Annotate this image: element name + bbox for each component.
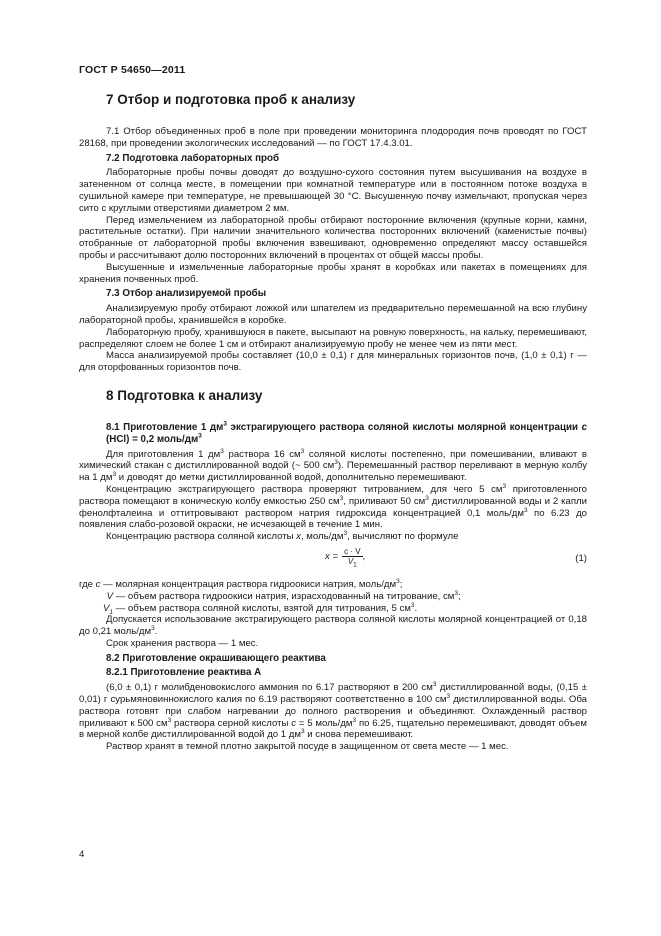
equation-number: (1) [575, 552, 587, 564]
paragraph-8-1-c: Концентрацию раствора соляной кислоты x, моль/$дм^3$, вычисляют по формуле [106, 529, 459, 543]
paragraph-7-2-c: Высушенные и измельченные лабораторные пробы хранят в коробках или пакетах в помещениях для хранения почвенных проб. [79, 261, 587, 285]
paragraph-8-2-1-a: (6,0 ± 0,1) г молибденовокислого аммония по 6.17 растворяют в 200 $см^3$ дистиллированной воды, (0,15 ± 0,01) г сурьмяновиннокислого калия по 6.19 растворяют соответственно в 100 $см^3$ дистиллированной воды. Оба раствора готовят при слабом нагревании до полного растворения и объединяют. Охлажденный раствор приливают к 500 $см^3$ раствора серной кислоты c = 5 моль/$дм^3$ по 6.25, тщательно перемешивают, доводят объем в мерной колбе дистиллированной водой до 1 $дм^3$ и снова перемешивают. [79, 681, 588, 741]
paragraph-7-2-a: Лабораторные пробы почвы доводят до воздушно-сухого состояния путем высушивания на воздухе в затененном от солнца месте, в помещении при комнатной температуре или в постоянном потоке воздуха в сушильной камере при температуре, не превышающей 30 °С. Высушенную почву измельчают, пропуская через сито с круглыми отверстиями диаметром 2 мм. [79, 167, 587, 214]
paragraph-8-1-e: Срок хранения раствора — 1 мес. [106, 637, 259, 649]
where-v: V — объем раствора гидроокиси натрия, израсходованный на титрование, $см^3$; [106, 589, 461, 602]
paragraph-7-3-c: Масса анализируемой пробы составляет (10,0 ± 0,1) г для минеральных горизонтов почв, (1,0 ± 0,1) г — для оторфованных горизонтов почв. [79, 350, 587, 374]
formula-denominator: $V_1$ [347, 556, 357, 569]
subsection-8-2-1-title: 8.2.1 Приготовление реактива А [106, 667, 262, 679]
formula-numerator: c · V [344, 546, 361, 556]
where-c: где c — молярная концентрация раствора гидроокиси натрия, моль/$дм^3$; [79, 577, 403, 590]
paragraph-7-3-a: Анализируемую пробу отбирают ложкой или шпателем из предварительно перемешанной на всю глубину лабораторной пробы, хранившейся в коробке. [79, 303, 587, 326]
formula-1 [79, 545, 587, 575]
section-7-title: 7 Отбор и подготовка проб к анализу [106, 92, 356, 107]
page-header: ГОСТ Р 54650—2011 [79, 64, 186, 76]
page-number: 4 [79, 849, 85, 860]
paragraph-7-2-b: Перед измельчением из лабораторной пробы отбирают посторонние включения (крупные корни, камни, растительные остатки). При наличии значительного количества посторонних включений (каменистые почвы) отобранные от лабораторной пробы включения взвешивают, одновременно определяют массу оставшейся пробы и рассчитывают долю посторонних включений в процентах от общей массы пробы. [79, 214, 587, 261]
subsection-8-2-title: 8.2 Приготовление окрашивающего реактива [106, 652, 326, 664]
paragraph-7-3-b: Лабораторную пробу, хранившуюся в пакете, высыпают на ровную поверхность, на кальку, перемешивают, распределяют слоем не более 1 см и отбирают анализируемую пробу не менее чем из пяти мест. [79, 326, 587, 350]
formula-expression: x = $\frac{c \cdot V}{V_1}$ , [325, 546, 366, 569]
paragraph-8-1-d: Допускается использование экстрагирующего раствора соляной кислоты молярной концентрацией от 0,18 до 0,21 моль/$дм^3$. [79, 614, 587, 638]
where-v1: $V_1$ — объем раствора соляной кислоты, взятой для титрования, 5 $см^3$. [102, 601, 418, 616]
section-8-title: 8 Подготовка к анализу [106, 387, 263, 403]
page-content [79, 92, 587, 753]
paragraph-8-2-1-b: Раствор хранят в темной плотно закрытой посуде в защищенном от света месте — 1 мес. [106, 741, 509, 753]
subsection-7-2-title: 7.2 Подготовка лабораторных проб [106, 152, 280, 164]
paragraph-8-1-b: Концентрацию экстрагирующего раствора проверяют титрованием, для чего 5 $см^3$ приготовленного раствора помещают в коническую колбу емкостью 250 $см^3$, приливают 50 $см^3$ дистиллированной воды и 2 капли фенолфталеина и оттитровывают раствором натрия гидроксида концентрацией 0,1 моль/$дм^3$ по 6.23 до появления слабо-розовой окраски, не исчезающей в течение 1 мин. [79, 482, 588, 531]
subsection-7-3-title: 7.3 Отбор анализируемой пробы [106, 288, 267, 300]
subsection-8-1-title: 8.1 Приготовление 1 $дм^3$ экстрагирующего раствора соляной кислоты молярной концентрации c (HCl) = 0,2 моль/$дм^3$ [106, 420, 588, 445]
paragraph-8-1-a: Для приготовления 1 $дм^3$ раствора 16 $см^3$ соляной кислоты постепенно, при помешивании, вливают в химический стакан с дистиллированной водой (~ 500 $см^3$). Перемешанный раствор переливают в мерную колбу на 1 $дм^3$ и доводят до метки дистиллированной водой, дополнительно перемешивают. [79, 447, 588, 484]
paragraph-7-1: 7.1 Отбор объединенных проб в поле при проведении мониторинга плодородия почв проводят по ГОСТ 28168, при проведении экологических исследований — по ГОСТ 17.4.3.01. [79, 126, 587, 149]
